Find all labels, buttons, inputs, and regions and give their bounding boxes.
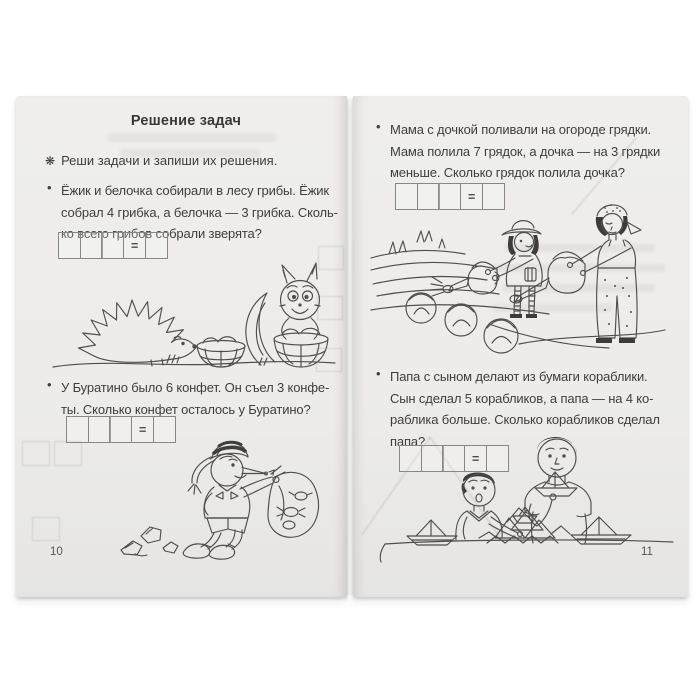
asterisk-marker: ❋	[45, 154, 56, 168]
answer-cell	[88, 416, 111, 443]
bullet-dot: •	[376, 366, 381, 381]
instruction-line	[45, 153, 277, 168]
paper-boats-illustration	[379, 426, 677, 571]
problem-text-line: меньше. Сколько грядок полила дочка?	[390, 165, 625, 180]
equals-cell: =	[464, 445, 487, 472]
answer-boxes	[58, 232, 168, 259]
problem-text-line: Мама с дочкой поливали на огороде грядки.	[390, 122, 652, 137]
problem-text-line: Ёжик и белочка собирали в лесу грибы. Ёжик	[61, 183, 329, 198]
left-page	[16, 96, 347, 597]
problem-text-line: У Буратино было 6 конфет. Он съел 3 конфе-	[61, 380, 330, 395]
open-book	[16, 96, 688, 597]
problem-text-line: раблика больше. Сколько корабликов сделал	[390, 412, 660, 427]
squirrel	[246, 263, 320, 365]
watering-garden-illustration	[369, 196, 669, 354]
bleed-through-box	[22, 441, 50, 466]
bullet-dot: •	[47, 377, 52, 392]
father	[525, 437, 591, 543]
daughter	[486, 221, 543, 318]
mother	[568, 204, 642, 343]
page-number: 11	[641, 546, 653, 558]
problem-text-line: собрал 4 грибка, а белочка — 3 грибка. Сколь-	[61, 204, 338, 220]
answer-cell	[58, 232, 81, 259]
problem-text	[61, 377, 329, 420]
answer-cell	[145, 232, 168, 259]
candy-wrappers	[121, 527, 178, 556]
instruction-text: Реши задачи и запиши их решения.	[61, 153, 278, 168]
answer-cell	[101, 232, 124, 259]
buratino-illustration	[111, 426, 333, 562]
buratino	[183, 442, 279, 559]
candy-bag	[268, 466, 319, 537]
small-watering-can	[430, 262, 499, 296]
equals-cell: =	[131, 416, 154, 443]
problem-text-line: ты. Сколько конфет осталось у Буратино?	[61, 401, 311, 417]
table	[380, 540, 673, 562]
equals-cell: =	[123, 232, 146, 259]
problem-text	[390, 119, 660, 184]
problem-text-line: Сын сделал 5 корабликов, а папа — на 4 ко-	[390, 390, 654, 406]
problem-text-line: папа?	[390, 433, 426, 449]
bullet-dot: •	[376, 119, 381, 134]
problem-text-line: ко всего грибов собрали зверята?	[61, 226, 262, 241]
problem-text-line: Папа с сыном делают из бумаги кораблики.	[390, 369, 648, 384]
big-watering-can	[510, 252, 585, 303]
hedgehog-squirrel-illustration	[49, 259, 337, 371]
bullet-dot: •	[47, 180, 52, 195]
problem-text-line: Мама полила 7 грядок, а дочка — на 3 грядки	[390, 143, 661, 159]
bleed-through-box	[32, 517, 60, 541]
answer-cell	[80, 232, 103, 259]
hedgehog	[79, 300, 197, 366]
page-title: Решение задач	[130, 113, 242, 129]
bleed-through-box	[54, 441, 82, 466]
bleed-through-text	[108, 133, 276, 142]
right-page	[353, 96, 688, 597]
page-number: 10	[50, 546, 63, 558]
answer-cell	[66, 416, 89, 443]
equals-cell: =	[460, 183, 483, 210]
